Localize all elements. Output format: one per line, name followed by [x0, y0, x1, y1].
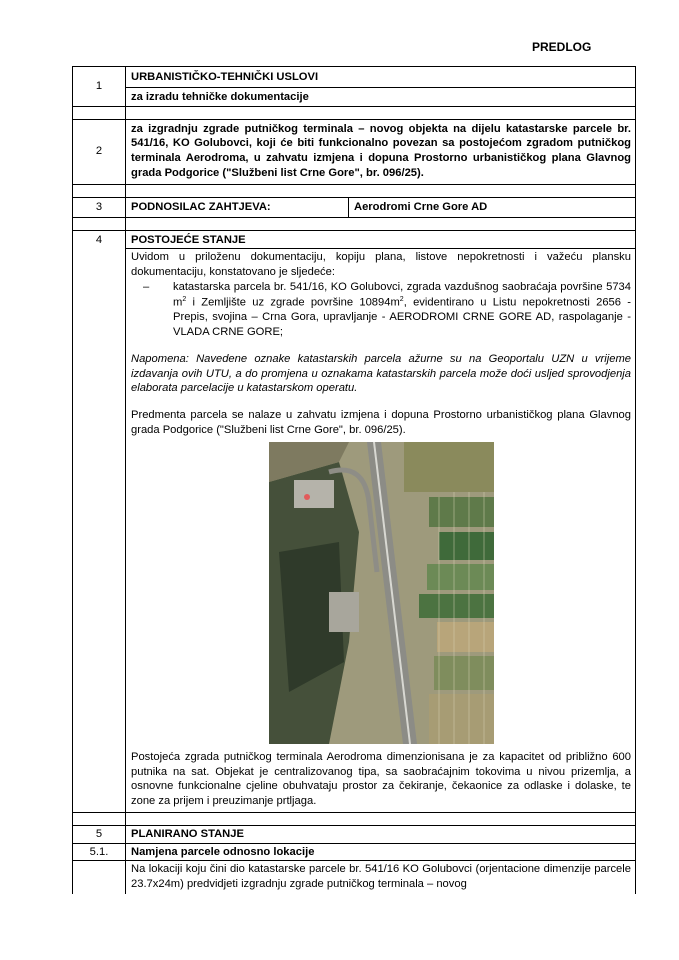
section-1-title: URBANISTIČKO-TEHNIČKI USLOVI [126, 67, 635, 88]
empty-number-cell [73, 861, 126, 894]
section-4-number: 4 [73, 231, 126, 812]
section-1-row [73, 67, 635, 107]
section-5-1-content-row [73, 861, 635, 894]
section-5-1-row [73, 844, 635, 862]
section-5-1-number: 5.1. [73, 844, 126, 861]
applicant-value: Aerodromi Crne Gore AD [354, 200, 488, 213]
section-4-row [73, 231, 635, 813]
parcel-description: katastarska parcela br. 541/16, KO Golubovci, zgrada vazdušnog saobraćaja površine 5734 $m^2$ i Zemljište uz zgrade površine $10894m^2$, evidentirano u Listu nepokretnosti 2656 - Prepis, svojina – Crna Gora, upravljanje - AERODROMI CRNE GORE AD, raspolaganje - VLADA CRNE GORE; [173, 281, 631, 339]
section-4-closing: Postojeća zgrada putničkog terminala Aerodroma dimenzionisana je za kapacitet od približno 600 putnika na sat. Objekat je centralizovanog tipa, sa saobraćajnim tokovima u nivou prizemlja, a osnovne funkcionalne cjeline obuhvataju prostor za čekiranje, čekaonice za odlaske i dolaske, te zone za prijem i preuzimanje prtljaga. [131, 750, 631, 808]
section-2-text: za izgradnju zgrade putničkog terminala – novog objekta na dijelu katastarske parcele br. 541/16, KO Golubovci, koji će biti funkcionalno povezan sa postojećom zgradom putničkog terminala Aerodroma, u zahvatu izmjena i dopuna Prostorno urbanističkog plana Glavnog grada Podgorice ("Službeni list Crne Gore", br. 096/25). [131, 122, 631, 179]
applicant-label: PODNOSILAC ZAHTJEVA: [126, 198, 349, 217]
section-1-number: 1 [73, 67, 126, 106]
airport-aerial-photo [269, 442, 494, 744]
section-2-row [73, 120, 635, 185]
section-3-number: 3 [73, 198, 126, 217]
section-4-intro: Uvidom u priloženu dokumentaciju, kopiju plana, listove nepokretnosti i važeću plansku dokumentaciju, konstatovano je sljedeće: [131, 251, 631, 279]
section-1-subtitle: za izradu tehničke dokumentacije [131, 90, 309, 103]
section-3-row [73, 198, 635, 218]
field-plot [404, 442, 494, 492]
section-5-1-title: Namjena parcele odnosno lokacije [131, 845, 315, 858]
spacer-row [73, 218, 635, 231]
section-5-row [73, 826, 635, 844]
section-5-number: 5 [73, 826, 126, 843]
section-5-1-text: Na lokaciji koju čini dio katastarske parcele br. 541/16 KO Golubovci (orjentacione dimenzije parcele 23.7x24m) predvidjeti izgradnju zgrade putničkog terminala – novog [131, 863, 631, 891]
document-status-stamp: PREDLOG [532, 40, 592, 54]
section-4-plan-text: Predmenta parcela se nalaze u zahvatu izmjena i dopuna Prostorno urbanističkog plana Glavnog grada Podgorice ("Službeni list Crne Gore", br. 096/25). [131, 409, 631, 437]
section-4-note: Napomena: Navedene oznake katastarskih parcela ažurne su na Geoportalu UZN u vrijeme izdavanja ovih UTU, a do promjena u oznakama katastarskih parcela može doći usljed sprovodjenja elaborata parcelacije u katastarskom operatu. [131, 352, 631, 395]
section-4-title: POSTOJEĆE STANJE [126, 231, 635, 250]
spacer-row [73, 107, 635, 120]
terminal-apron [294, 480, 334, 508]
dash-bullet: – [143, 281, 150, 294]
spacer-row [73, 813, 635, 826]
spacer-row [73, 185, 635, 198]
parcel-list-item [131, 280, 631, 340]
section-2-number: 2 [73, 120, 126, 184]
field-plot [434, 656, 494, 690]
field-plot [439, 532, 494, 560]
uslovi-table [72, 66, 636, 894]
section-5-title: PLANIRANO STANJE [131, 827, 244, 840]
field-plot [419, 594, 494, 618]
cargo-apron [329, 592, 359, 632]
field-plot [437, 622, 494, 652]
location-marker-icon [304, 494, 310, 500]
